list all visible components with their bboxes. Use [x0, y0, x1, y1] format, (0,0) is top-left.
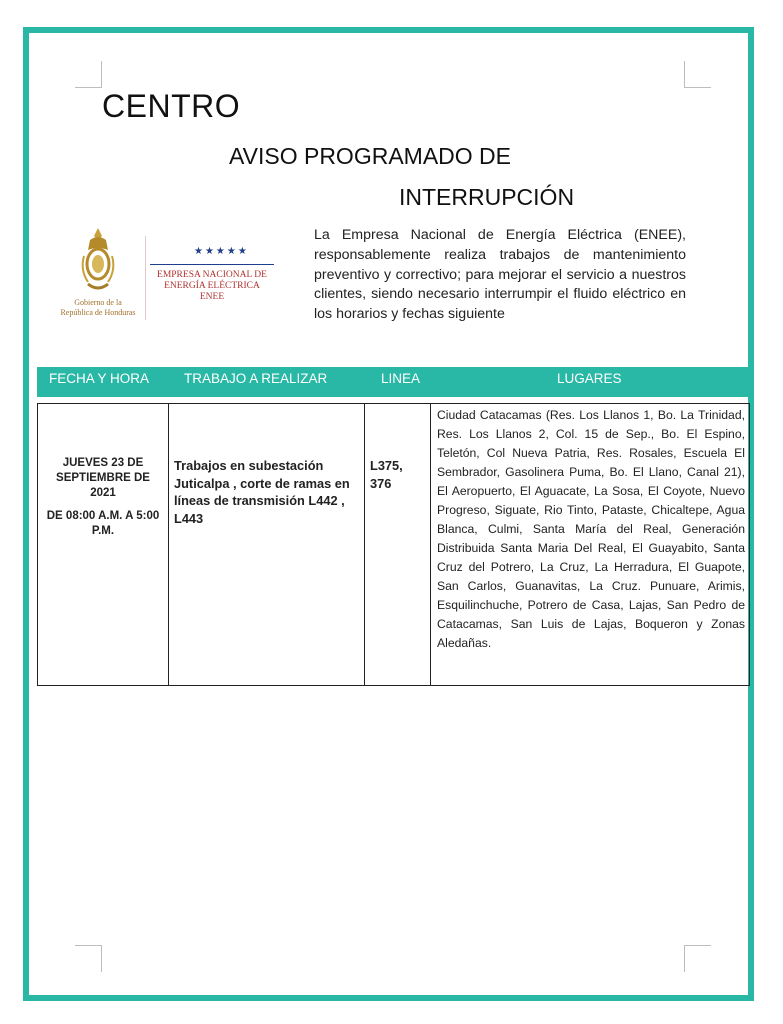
gov-logo-line1: Gobierno de la	[74, 298, 122, 307]
header-date-time: FECHA Y HORA	[49, 371, 150, 386]
intro-paragraph: La Empresa Nacional de Energía Eléctrica (ENEE), responsablemente realiza trabajos de mantenimiento preventivo y correctivo; para mejorar el servicio a nuestros clientes, siendo necesario interrumpir el fluido eléctrico en los horarios y fechas siguiente	[314, 227, 686, 323]
header-work: TRABAJO A REALIZAR	[184, 371, 328, 386]
government-logo	[56, 226, 140, 326]
outage-table	[37, 403, 750, 686]
date-text: JUEVES 23 DE SEPTIEMBRE DE 2021	[56, 457, 150, 499]
notice-title-line1: AVISO PROGRAMADO DE	[229, 143, 512, 169]
enee-logo-line3: ENEE	[199, 292, 225, 302]
enee-logo-line2: ENERGÍA ELÉCTRICA	[164, 281, 260, 291]
line-cell: L375, 376	[365, 404, 431, 686]
corner-mark	[684, 945, 711, 972]
date-time-cell	[38, 404, 169, 686]
table-header	[37, 367, 749, 397]
header-places: LUGARES	[557, 371, 622, 386]
time-text: DE 08:00 A.M. A 5:00 P.M.	[46, 510, 160, 537]
coat-of-arms-icon	[78, 226, 118, 296]
corner-mark	[684, 61, 711, 88]
places-cell: Ciudad Catacamas (Res. Los Llanos 1, Bo. La Trinidad, Res. Los Llanos 2, Col. 15 de Sep., Bo. El Espino, Teletón, Col Nueva Patria, Res. Rosales, Escuela El Sembrador, Gasolinera Puma, Bo. El Llano, Canal 21), El Aeropuerto, El Aguacate, La Sosa, El Coyote, Nuevo Progreso, Siguate, Rio Tinto, Pataste, Chicaltepe, Agua Blanca, Culmi, Santa María del Real, Generación Distribuida Santa Maria Del Real, El Guayabito, Santa Cruz del Potrero, La Cruz, La Herradura, El Guapote, San Carlos, Guanavitas, La Cruz. Punuare, Arimis, Esquilinchuche, Potrero de Casa, Lajas, San Pedro de Catacamas, San Luis de Lajas, Boqueron y Zonas Aledañas.	[431, 404, 750, 686]
enee-logo-line1: EMPRESA NACIONAL DE	[157, 270, 267, 280]
corner-mark	[75, 945, 102, 972]
notice-title-line2: INTERRUPCIÓN	[399, 184, 575, 210]
gov-logo-line2: República de Honduras	[60, 308, 136, 317]
table-row	[38, 404, 750, 686]
region-title: CENTRO	[102, 88, 241, 124]
enee-logo	[150, 246, 274, 316]
corner-mark	[75, 61, 102, 88]
work-cell: Trabajos en subestación Juticalpa , corte de ramas en líneas de transmisión L442 , L443	[169, 404, 365, 686]
stars-icon: ★★★★★	[194, 246, 249, 257]
header-line: LINEA	[381, 371, 421, 386]
logo-divider	[145, 236, 146, 320]
enee-logo-rule	[150, 264, 274, 265]
